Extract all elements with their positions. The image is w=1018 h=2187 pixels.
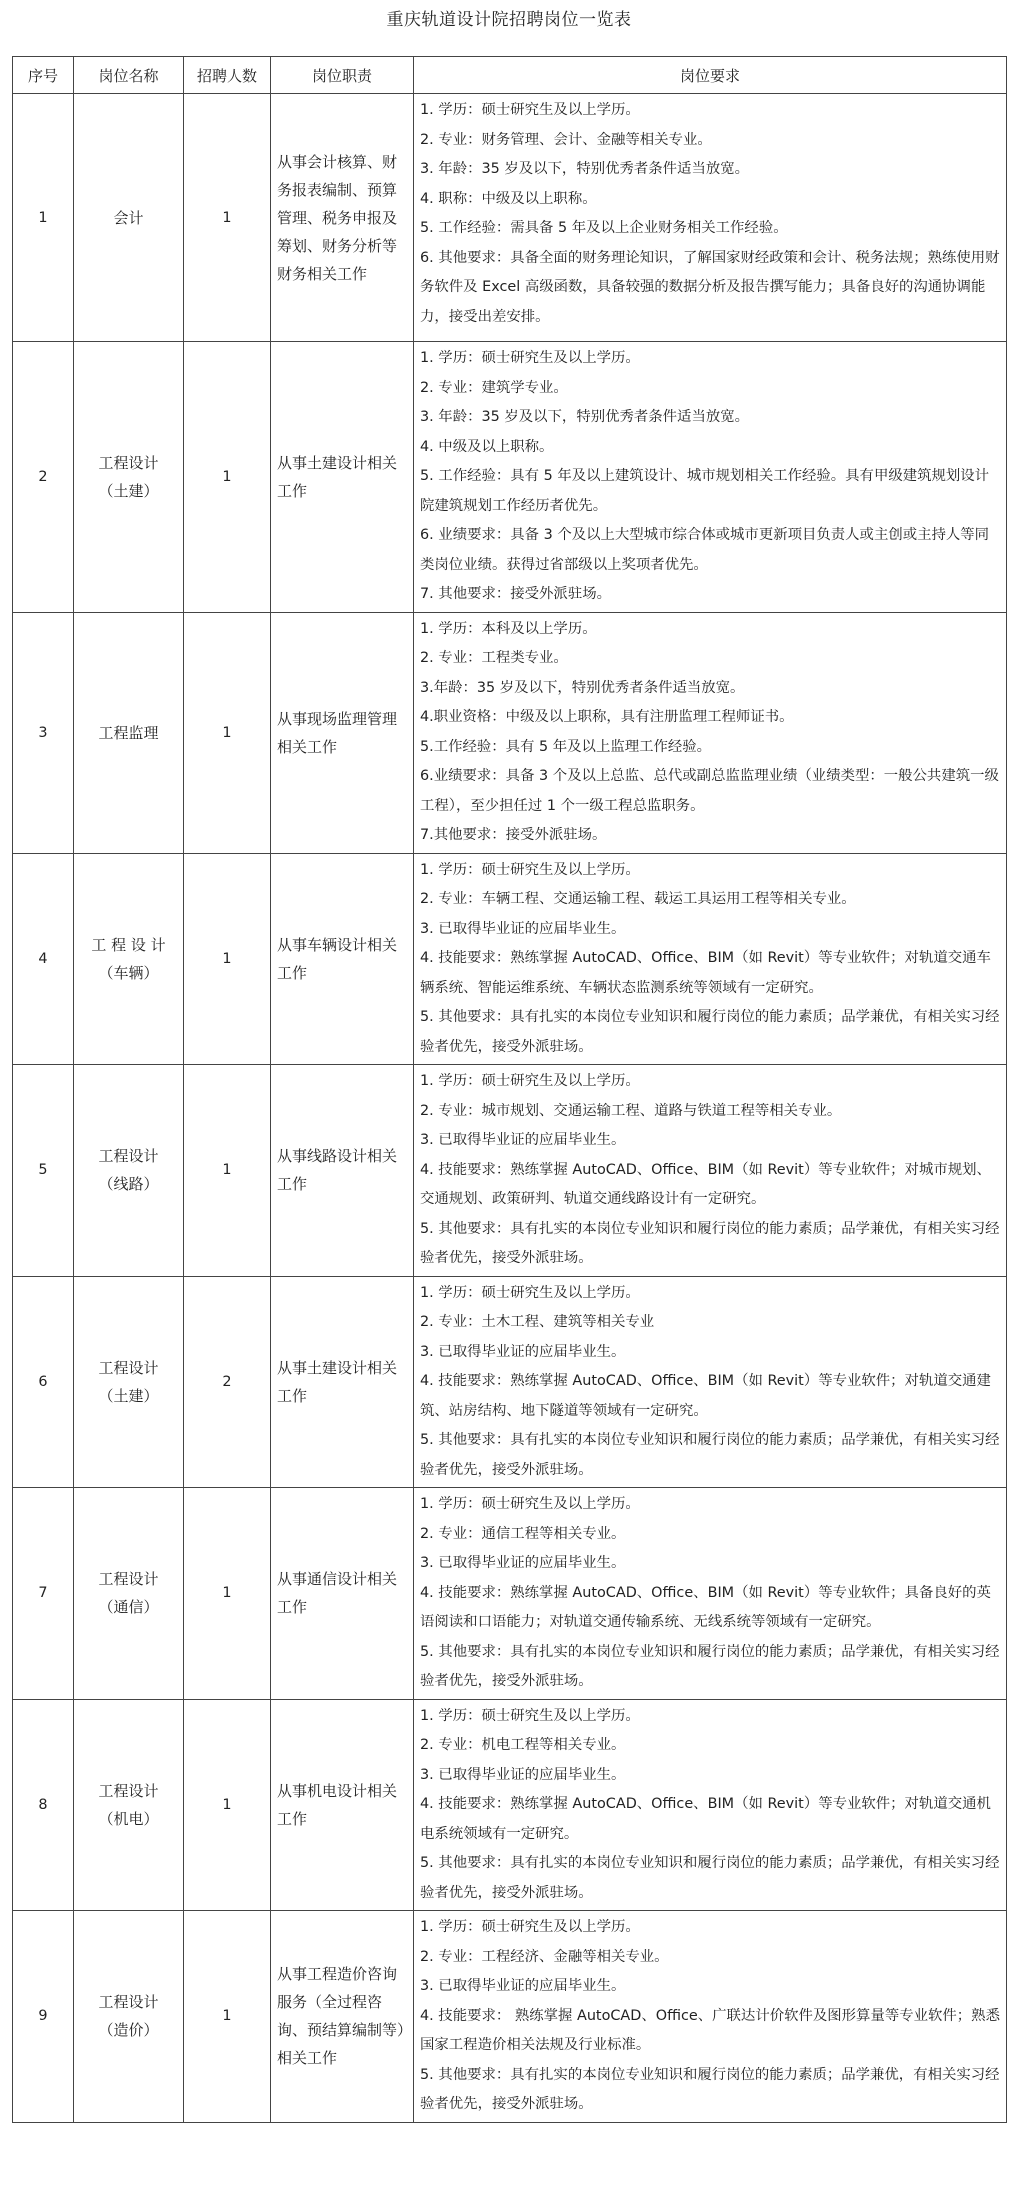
requirement-item: 5. 其他要求：具有扎实的本岗位专业知识和履行岗位的能力素质；品学兼优，有相关实习经验者优先，接受外派驻场。 <box>420 1009 1000 1055</box>
cell-duty: 从事通信设计相关工作 <box>271 1488 414 1700</box>
cell-no: 6 <box>13 1276 74 1488</box>
position-name-line: 工程设计 <box>98 1570 159 1589</box>
cell-duty: 从事工程造价咨询服务（全过程咨询、预结算编制等）相关工作 <box>271 1911 414 2123</box>
recruitment-table <box>12 56 1007 2123</box>
requirement-item: 4. 技能要求：熟练掌握 AutoCAD、Office、BIM（如 Revit）等专业软件；对城市规划、交通规划、政策研判、轨道交通线路设计有一定研究。 <box>420 1161 991 1207</box>
table-row <box>13 1276 1007 1488</box>
requirement-item: 3.年龄：35 岁及以下，特别优秀者条件适当放宽。 <box>420 679 745 696</box>
header-requirements: 岗位要求 <box>414 57 1007 94</box>
requirement-item: 2. 专业：财务管理、会计、金融等相关专业。 <box>420 131 712 148</box>
requirement-item: 3. 已取得毕业证的应届毕业生。 <box>420 1343 626 1360</box>
cell-no: 5 <box>13 1065 74 1277</box>
requirement-item: 5. 其他要求：具有扎实的本岗位专业知识和履行岗位的能力素质；品学兼优，有相关实习经验者优先，接受外派驻场。 <box>420 1643 1000 1689</box>
requirement-item: 3. 已取得毕业证的应届毕业生。 <box>420 1978 626 1994</box>
cell-position-name <box>74 94 184 342</box>
cell-no: 3 <box>13 612 74 853</box>
requirement-item: 4. 技能要求：熟练掌握 AutoCAD、Office、BIM（如 Revit）等专业软件；对轨道交通建筑、站房结构、地下隧道等领域有一定研究。 <box>420 1373 991 1419</box>
requirement-item: 5.工作经验：具有 5 年及以上监理工作经验。 <box>420 738 712 755</box>
cell-no: 2 <box>13 342 74 613</box>
cell-duty: 从事土建设计相关工作 <box>271 342 414 613</box>
requirement-item: 5. 其他要求：具有扎实的本岗位专业知识和履行岗位的能力素质；品学兼优，有相关实习经验者优先，接受外派驻场。 <box>420 1220 1000 1266</box>
requirement-item: 5. 其他要求：具有扎实的本岗位专业知识和履行岗位的能力素质；品学兼优，有相关实习经验者优先，接受外派驻场。 <box>420 1855 1000 1901</box>
position-name-line: 工程设计 <box>98 1993 159 2012</box>
position-name-line: 工程设计 <box>98 1358 159 1377</box>
requirement-item: 1. 学历：硕士研究生及以上学历。 <box>420 1707 640 1724</box>
cell-duty: 从事线路设计相关工作 <box>271 1065 414 1277</box>
table-row <box>13 853 1007 1065</box>
requirement-item: 4. 技能要求：熟练掌握 AutoCAD、Office、BIM（如 Revit）等专业软件；对轨道交通机电系统领域有一定研究。 <box>420 1796 991 1842</box>
cell-requirements <box>414 612 1007 853</box>
requirement-item: 3. 已取得毕业证的应届毕业生。 <box>420 1766 626 1783</box>
requirement-item: 6. 其他要求：具备全面的财务理论知识，了解国家财经政策和会计、税务法规；熟练使用财务软件及 Excel 高级函数，具备较强的数据分析及报告撰写能力；具备良好的沟通协调能力，接受出差安排。 <box>420 249 1000 325</box>
position-name-line: （土建） <box>98 1386 159 1405</box>
requirement-item: 1. 学历：硕士研究生及以上学历。 <box>420 1284 640 1301</box>
requirement-item: 2. 专业：车辆工程、交通运输工程、载运工具运用工程等相关专业。 <box>420 891 856 907</box>
cell-requirements <box>414 853 1007 1065</box>
table-row <box>13 1699 1007 1911</box>
requirement-item: 3. 已取得毕业证的应届毕业生。 <box>420 1555 626 1571</box>
requirement-item: 2. 专业：工程经济、金融等相关专业。 <box>420 1948 669 1965</box>
position-name-line: 工程设计 <box>98 1147 159 1166</box>
requirement-item: 3. 已取得毕业证的应届毕业生。 <box>420 1132 626 1148</box>
header-row <box>13 57 1007 94</box>
cell-count: 1 <box>184 342 271 613</box>
requirement-item: 4.职业资格：中级及以上职称，具有注册监理工程师证书。 <box>420 709 794 725</box>
cell-count: 1 <box>184 612 271 853</box>
cell-position-name <box>74 1488 184 1700</box>
cell-duty: 从事土建设计相关工作 <box>271 1276 414 1488</box>
cell-position-name <box>74 1699 184 1911</box>
requirement-item: 1. 学历：硕士研究生及以上学历。 <box>420 350 640 366</box>
cell-position-name <box>74 1911 184 2123</box>
requirement-item: 4. 技能要求： 熟练掌握 AutoCAD、Office、广联达计价软件及图形算量等专业软件；熟悉国家工程造价相关法规及行业标准。 <box>420 2007 1000 2053</box>
page-title: 重庆轨道设计院招聘岗位一览表 <box>386 10 632 30</box>
cell-count: 1 <box>184 94 271 342</box>
cell-position-name <box>74 342 184 613</box>
header-position: 岗位名称 <box>74 57 184 94</box>
requirement-item: 5. 其他要求：具有扎实的本岗位专业知识和履行岗位的能力素质；品学兼优，有相关实习经验者优先，接受外派驻场。 <box>420 1432 1000 1478</box>
cell-count: 1 <box>184 1911 271 2123</box>
cell-count: 2 <box>184 1276 271 1488</box>
position-name-line: （机电） <box>98 1809 159 1828</box>
table-row <box>13 1911 1007 2123</box>
position-name-line: 工程设计 <box>98 1781 159 1800</box>
requirement-item: 4. 技能要求：熟练掌握 AutoCAD、Office、BIM（如 Revit）等专业软件；具备良好的英语阅读和口语能力；对轨道交通传输系统、无线系统等领域有一定研究。 <box>420 1584 991 1630</box>
requirement-item: 1. 学历：硕士研究生及以上学历。 <box>420 102 640 118</box>
table-row <box>13 612 1007 853</box>
header-no: 序号 <box>13 57 74 94</box>
cell-position-name <box>74 1065 184 1277</box>
requirement-item: 1. 学历：硕士研究生及以上学历。 <box>420 861 640 878</box>
position-name-line: 会计 <box>113 208 144 227</box>
position-name-line: 工 程 设 计 <box>91 935 166 954</box>
requirement-item: 3. 年龄：35 岁及以下，特别优秀者条件适当放宽。 <box>420 161 750 177</box>
requirement-item: 2. 专业：工程类专业。 <box>420 650 568 666</box>
requirement-item: 7.其他要求：接受外派驻场。 <box>420 827 607 843</box>
cell-duty: 从事机电设计相关工作 <box>271 1699 414 1911</box>
cell-duty: 从事车辆设计相关工作 <box>271 853 414 1065</box>
position-name-line: 工程监理 <box>98 723 159 742</box>
position-name-line: （造价） <box>98 2021 159 2040</box>
table-row <box>13 1065 1007 1277</box>
cell-requirements <box>414 1488 1007 1700</box>
cell-requirements <box>414 342 1007 613</box>
cell-requirements <box>414 1911 1007 2123</box>
table-row <box>13 1488 1007 1700</box>
cell-position-name <box>74 612 184 853</box>
requirement-item: 1. 学历：硕士研究生及以上学历。 <box>420 1919 640 1935</box>
requirement-item: 2. 专业：土木工程、建筑等相关专业 <box>420 1314 655 1330</box>
requirement-item: 6. 业绩要求：具备 3 个及以上大型城市综合体或城市更新项目负责人或主创或主持人等同类岗位业绩。获得过省部级以上奖项者优先。 <box>420 527 990 573</box>
cell-no: 1 <box>13 94 74 342</box>
requirement-item: 2. 专业：城市规划、交通运输工程、道路与铁道工程等相关专业。 <box>420 1102 842 1119</box>
requirement-item: 4. 职称：中级及以上职称。 <box>420 190 597 207</box>
cell-no: 4 <box>13 853 74 1065</box>
requirement-item: 5. 工作经验：具有 5 年及以上建筑设计、城市规划相关工作经验。具有甲级建筑规划设计院建筑规划工作经历者优先。 <box>420 468 990 514</box>
cell-position-name <box>74 1276 184 1488</box>
requirement-item: 5. 工作经验：需具备 5 年及以上企业财务相关工作经验。 <box>420 220 788 236</box>
requirement-item: 1. 学历：硕士研究生及以上学历。 <box>420 1073 640 1089</box>
position-name-line: （通信） <box>98 1598 159 1617</box>
cell-count: 1 <box>184 1488 271 1700</box>
cell-no: 8 <box>13 1699 74 1911</box>
cell-position-name <box>74 853 184 1065</box>
table-body <box>13 94 1007 2123</box>
requirement-item: 4. 中级及以上职称。 <box>420 438 554 455</box>
requirement-item: 3. 已取得毕业证的应届毕业生。 <box>420 920 626 937</box>
cell-count: 1 <box>184 1699 271 1911</box>
cell-no: 9 <box>13 1911 74 2123</box>
table-row <box>13 342 1007 613</box>
recruitment-table-wrap <box>12 56 1006 2123</box>
cell-requirements <box>414 1276 1007 1488</box>
requirement-item: 3. 年龄：35 岁及以下，特别优秀者条件适当放宽。 <box>420 409 750 425</box>
requirement-item: 2. 专业：机电工程等相关专业。 <box>420 1737 626 1753</box>
cell-duty: 从事会计核算、财务报表编制、预算管理、税务申报及筹划、财务分析等财务相关工作 <box>271 94 414 342</box>
cell-count: 1 <box>184 1065 271 1277</box>
cell-duty: 从事现场监理管理相关工作 <box>271 612 414 853</box>
cell-requirements <box>414 94 1007 342</box>
requirement-item: 1. 学历：硕士研究生及以上学历。 <box>420 1496 640 1512</box>
header-duty: 岗位职责 <box>271 57 414 94</box>
position-name-line: 工程设计 <box>98 453 159 472</box>
position-name-line: （车辆） <box>98 963 159 982</box>
position-name-line: （线路） <box>98 1175 159 1194</box>
table-row <box>13 94 1007 342</box>
requirement-item: 2. 专业：建筑学专业。 <box>420 379 568 396</box>
requirement-item: 2. 专业：通信工程等相关专业。 <box>420 1525 626 1542</box>
requirement-item: 5. 其他要求：具有扎实的本岗位专业知识和履行岗位的能力素质；品学兼优，有相关实习经验者优先，接受外派驻场。 <box>420 2066 1000 2112</box>
requirement-item: 1. 学历：本科及以上学历。 <box>420 620 597 637</box>
header-count: 招聘人数 <box>184 57 271 94</box>
requirement-item: 4. 技能要求：熟练掌握 AutoCAD、Office、BIM（如 Revit）等专业软件；对轨道交通车辆系统、智能运维系统、车辆状态监测系统等领域有一定研究。 <box>420 950 991 996</box>
requirement-item: 7. 其他要求：接受外派驻场。 <box>420 586 611 602</box>
cell-requirements <box>414 1699 1007 1911</box>
requirement-item: 6.业绩要求：具备 3 个及以上总监、总代或副总监监理业绩（业绩类型：一般公共建筑一级工程），至少担任过 1 个一级工程总监职务。 <box>420 768 999 814</box>
cell-count: 1 <box>184 853 271 1065</box>
cell-no: 7 <box>13 1488 74 1700</box>
position-name-line: （土建） <box>98 481 159 500</box>
cell-requirements <box>414 1065 1007 1277</box>
